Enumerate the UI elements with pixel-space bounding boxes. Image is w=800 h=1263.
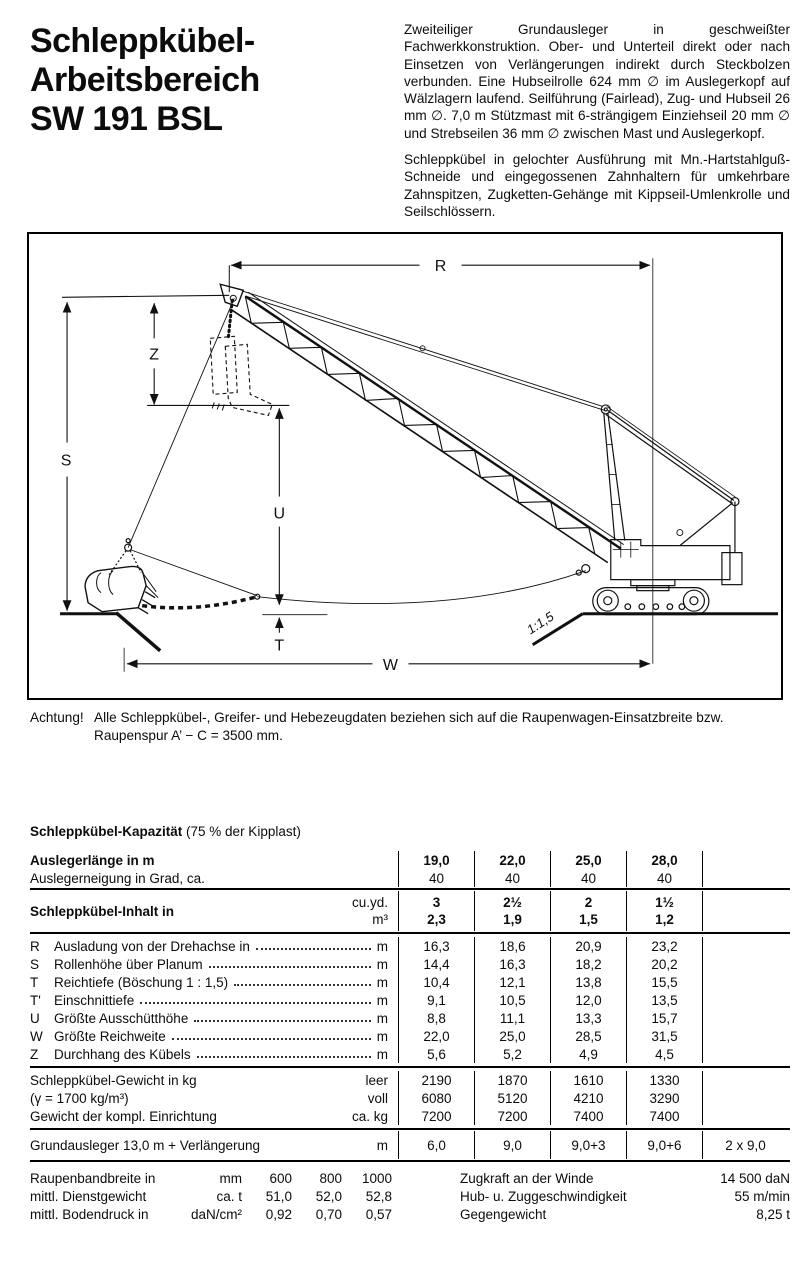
cell: 20,2 — [626, 955, 702, 973]
table-row-weight: Schleppkübel-Gewicht in kg leer 2190 1870 1610 1330 — [30, 1071, 790, 1089]
cell: 15,5 — [626, 973, 702, 991]
cell — [702, 1009, 788, 1027]
dotted-leader — [256, 948, 371, 950]
cell — [702, 1089, 788, 1107]
cell: 4,9 — [550, 1045, 626, 1063]
title-line: Schleppkübel- — [30, 22, 255, 60]
table-row-dim: R Ausladung von der Drehachse in m 16,3 18,6 20,9 23,2 — [30, 937, 790, 955]
table-row-dim: W Größte Reichweite m 22,0 25,0 28,5 31,5 — [30, 1027, 790, 1045]
cell: 7400 — [550, 1107, 626, 1125]
dotted-leader — [209, 966, 371, 968]
cell: 28,5 — [550, 1027, 626, 1045]
work-range-diagram-frame — [27, 232, 783, 700]
cell: 16,3 — [474, 955, 550, 973]
intro-paragraph: Zweiteiliger Grundausleger in geschweißter Fachwerkkonstruktion. Ober- und Unterteil direkt oder nach Einsetzen von Verlängerungen indirekt durch Steckbolzen verbunden. Eine Hubseilrolle 624 mm ∅ im Auslegerkopf auf Wälzlagern laufend. Seilführung (Fairlead), Zug- und Hubseil 26 mm ∅. 7,0 m Stützmast mit 6-strängigem Einziehseil 20 mm ∅ und Strebseilen 36 mm ∅ zwischen Mast und Auslegerkopf. — [404, 22, 790, 141]
cell: 8,8 — [398, 1009, 474, 1027]
dotted-leader — [234, 984, 371, 986]
cell: 1½ 1,2 — [626, 891, 702, 931]
cell: 5,6 — [398, 1045, 474, 1063]
page-title — [30, 22, 260, 139]
table-row-dim: T' Einschnittiefe m 9,1 10,5 12,0 13,5 — [30, 991, 790, 1009]
work-range-diagram — [29, 234, 781, 698]
divider — [30, 1128, 790, 1130]
bottom-spec-block — [30, 1169, 790, 1223]
intro-text — [404, 21, 790, 229]
cell — [702, 1107, 788, 1125]
dim-label-r: R — [434, 257, 447, 276]
table-heading-rest: (75 % der Kipplast) — [182, 824, 301, 839]
table-row-dim: U Größte Ausschütthöhe m 8,8 11,1 13,3 15,7 — [30, 1009, 790, 1027]
table-row-boom-length — [30, 851, 790, 869]
cell: 9,0 — [474, 1131, 550, 1159]
dimension-lines — [62, 258, 653, 672]
drag-bucket — [85, 298, 586, 613]
cell: 12,1 — [474, 973, 550, 991]
table-row-dim: S Rollenhöhe über Planum m 14,4 16,3 18,2 20,2 — [30, 955, 790, 973]
dotted-leader — [172, 1038, 371, 1040]
cell: 2190 — [398, 1071, 474, 1089]
cell: 13,3 — [550, 1009, 626, 1027]
cell: 15,7 — [626, 1009, 702, 1027]
cell — [702, 891, 788, 931]
cell: 7400 — [626, 1107, 702, 1125]
table-row-dim: Z Durchhang des Kübels m 5,6 5,2 4,9 4,5 — [30, 1045, 790, 1063]
title-line: SW 191 BSL — [30, 100, 223, 138]
divider — [30, 1066, 790, 1068]
cell: 13,8 — [550, 973, 626, 991]
cell: 40 — [550, 869, 626, 887]
cell: 18,6 — [474, 937, 550, 955]
table-row-winch: Hub- u. Zuggeschwindigkeit 55 m/min — [460, 1188, 790, 1204]
dim-label-s: S — [60, 451, 72, 470]
cell: 12,0 — [550, 991, 626, 1009]
capacity-table — [30, 824, 790, 1223]
cell: 28,0 — [626, 851, 702, 869]
cell: 1330 — [626, 1071, 702, 1089]
unit-column: cu.yd. m³ — [351, 895, 388, 927]
table-row-bucket-content — [30, 891, 790, 931]
cell: 10,5 — [474, 991, 550, 1009]
cell: 6,0 — [398, 1131, 474, 1159]
cell: 3 2,3 — [398, 891, 474, 931]
notice — [30, 709, 788, 744]
cell: 23,2 — [626, 937, 702, 955]
cell: 6080 — [398, 1089, 474, 1107]
cell: 2½ 1,9 — [474, 891, 550, 931]
cell: 31,5 — [626, 1027, 702, 1045]
dimension-labels — [61, 257, 447, 674]
ground-lines — [60, 613, 778, 651]
dotted-leader — [140, 1002, 370, 1004]
dim-label-w: W — [382, 655, 399, 674]
cell — [702, 1027, 788, 1045]
dotted-leader — [194, 1020, 370, 1022]
dotted-leader — [197, 1056, 371, 1058]
cell — [702, 851, 788, 869]
divider — [30, 932, 790, 934]
table-row-boom-angle — [30, 869, 790, 887]
cell — [702, 973, 788, 991]
cell: 16,3 — [398, 937, 474, 955]
cell: 25,0 — [474, 1027, 550, 1045]
cell: 7200 — [398, 1107, 474, 1125]
table-row-base-boom: Grundausleger 13,0 m + Verlängerung m 6,0 9,0 9,0+3 9,0+6 2 x 9,0 — [30, 1131, 790, 1159]
notice-label: Achtung! — [30, 710, 84, 725]
table-row-winch: Zugkraft an der Winde 14 500 daN — [460, 1170, 790, 1186]
cell: 2 1,5 — [550, 891, 626, 931]
winch-specs — [460, 1169, 790, 1223]
cell: 40 — [474, 869, 550, 887]
cell: 3290 — [626, 1089, 702, 1107]
table-heading-bold: Schleppkübel-Kapazität — [30, 824, 183, 839]
row-label: Auslegerlänge in m — [30, 852, 155, 868]
dim-label-u: U — [273, 504, 286, 523]
title-line: Arbeitsbereich — [30, 61, 260, 99]
cell: 14,4 — [398, 955, 474, 973]
row-label: Schleppkübel-Inhalt in — [30, 903, 175, 919]
notice-text: Alle Schleppkübel-, Greifer- und Hebezeugdaten beziehen sich auf die Raupenwagen-Einsatzbreite bzw. Raupenspur A’ − C = 3500 mm. — [94, 710, 724, 743]
cell: 18,2 — [550, 955, 626, 973]
cell: 10,4 — [398, 973, 474, 991]
dim-label-z: Z — [149, 345, 160, 364]
cell: 5,2 — [474, 1045, 550, 1063]
cell: 2 x 9,0 — [702, 1131, 788, 1159]
cell: 19,0 — [398, 851, 474, 869]
table-row-undercarriage: Raupenbandbreite in mm 600 800 1000 — [30, 1170, 392, 1186]
intro-paragraph: Schleppkübel in gelochter Ausführung mit Mn.-Hartstahlguß-Schneide und eingegossenen Zahnhaltern für umkehrbare Zahnspitzen, Zugketten-Gehänge mit Kippseil-Umlenkrolle und Seilschlössern. — [404, 152, 790, 219]
cell: 25,0 — [550, 851, 626, 869]
table-row-weight: (γ = 1700 kg/m³) voll 6080 5120 4210 3290 — [30, 1089, 790, 1107]
table-row-undercarriage: mittl. Dienstgewicht ca. t 51,0 52,0 52,8 — [30, 1188, 392, 1204]
cell: 9,1 — [398, 991, 474, 1009]
cell: 1610 — [550, 1071, 626, 1089]
cell: 7200 — [474, 1107, 550, 1125]
cell — [702, 1071, 788, 1089]
cell: 22,0 — [398, 1027, 474, 1045]
cell: 11,1 — [474, 1009, 550, 1027]
cell: 40 — [626, 869, 702, 887]
cell: 20,9 — [550, 937, 626, 955]
cell: 13,5 — [626, 991, 702, 1009]
slope-ratio-label: 1:1,5 — [524, 608, 557, 638]
divider — [30, 1160, 790, 1162]
dim-label-t: T — [274, 636, 285, 655]
undercarriage-specs — [30, 1169, 392, 1223]
cell: 5120 — [474, 1089, 550, 1107]
row-label: Auslegerneigung in Grad, ca. — [30, 870, 205, 886]
cell — [702, 1045, 788, 1063]
crawler-machine — [576, 405, 742, 615]
cell: 4,5 — [626, 1045, 702, 1063]
table-row-winch: Gegengewicht 8,25 t — [460, 1206, 790, 1222]
cell: 40 — [398, 869, 474, 887]
divider — [30, 888, 790, 890]
cell: 4210 — [550, 1089, 626, 1107]
dump-bucket-dashed — [210, 300, 272, 415]
table-row-undercarriage: mittl. Bodendruck in daN/cm² 0,92 0,70 0,57 — [30, 1206, 392, 1222]
cell: 22,0 — [474, 851, 550, 869]
cell: 1870 — [474, 1071, 550, 1089]
table-row-dim: T Reichtiefe (Böschung 1 : 1,5) m 10,4 12,1 13,8 15,5 — [30, 973, 790, 991]
cell — [702, 955, 788, 973]
pendant-ropes — [243, 291, 604, 410]
cell — [702, 937, 788, 955]
table-row-weight: Gewicht der kompl. Einrichtung ca. kg 7200 7200 7400 7400 — [30, 1107, 790, 1125]
cell — [702, 869, 788, 887]
cell — [702, 991, 788, 1009]
table-heading — [30, 824, 790, 844]
cell: 9,0+6 — [626, 1131, 702, 1159]
cell: 9,0+3 — [550, 1131, 626, 1159]
